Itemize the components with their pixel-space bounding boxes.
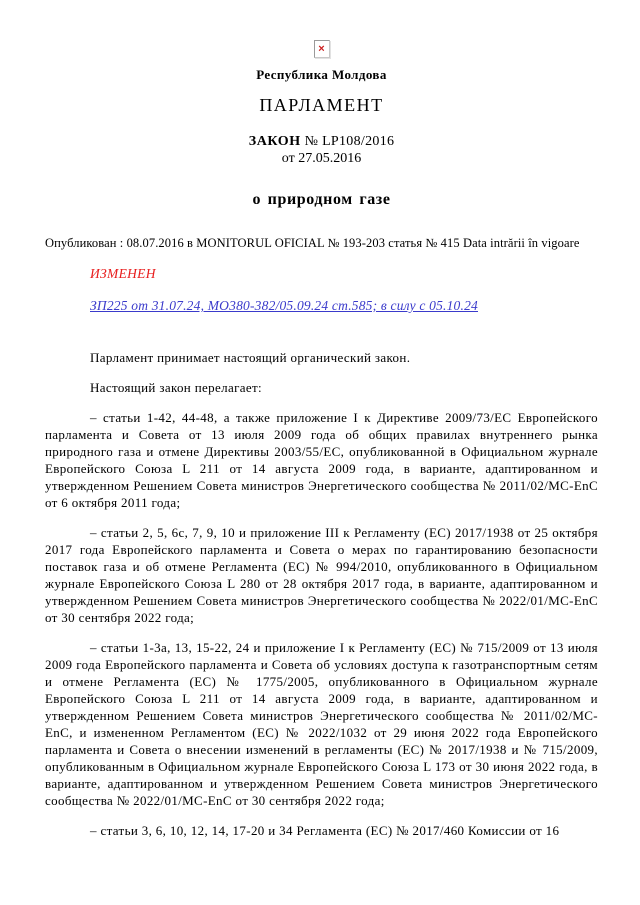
broken-image-x-icon: × [318,43,325,55]
amended-status-label: ИЗМЕНЕН [90,266,156,281]
country-name: Республика Молдова [256,67,387,82]
law-label: ЗАКОН [248,134,301,149]
paragraph: – статьи 1-3а, 13, 15-22, 24 и приложение I к Регламенту (ЕС) № 715/2009 от 13 июля 2009 года Европейского парламента и Совета об условиях доступа к газотранспортным сетям и отмене Регламента (ЕС) № 1775/2005, опубликованного в Официальном журнале Европейского Союза L 211 от 14 августа 2009 года, в варианте, адаптированном и утвержденном Решением Совета министров Энергетического сообщества № 2011/02/MC-EnC, и измененном Регламентом (ЕС) № 2022/1032 от 29 июня 2022 года Европейского парламента и Совета о внесении изменений в регламенты (ЕС) № 2017/1938 и № 715/2009, опубликованным в Официальном журнале Европейского Союза L 173 от 30 июня 2022 года, в варианте, адаптированном и утвержденном Решением Совета министров Энергетического сообщества № 2022/01/MC-EnC от 30 сентября 2022 года; [45,640,598,808]
document-header [45,40,598,209]
broken-image-icon [314,40,330,58]
institution-title: ПАРЛАМЕНТ [259,95,384,115]
publication-info: Опубликован : 08.07.2016 в MONITORUL OFICIAL № 193-203 статья № 415 Data intrării în vigoare [45,236,580,250]
body-paragraphs [45,349,598,839]
amendment-link[interactable]: ЗП225 от 31.07.24, МО380-382/05.09.24 ст.585; в силу с 05.10.24 [90,298,478,313]
amendment-link-row [90,297,598,315]
paragraph: – статьи 1-42, 44-48, а также приложение I к Директиве 2009/73/ЕС Европейского парламента и Совета от 13 июля 2009 года об общих правилах внутреннего рынка природного газа и отмене Директивы 2003/55/ЕС, опубликованной в Официальном журнале Европейского Союза L 211 от 14 августа 2009 года, в варианте, адаптированном и утвержденном Решением Совета министров Энергетического сообщества № 2011/02/MC-EnC от 6 октября 2011 года; [45,410,598,510]
law-number: № LP108/2016 [304,134,395,149]
paragraph: Парламент принимает настоящий органический закон. [90,350,411,365]
document-title: о природном газе [252,191,391,208]
paragraph: – статьи 3, 6, 10, 12, 14, 17-20 и 34 Регламента (ЕС) № 2017/460 Комиссии от 16 [90,823,560,838]
law-date: от 27.05.2016 [281,151,362,166]
law-number-line [45,134,598,150]
paragraph: Настоящий закон перелагает: [90,380,262,395]
paragraph: – статьи 2, 5, 6с, 7, 9, 10 и приложение III к Регламенту (ЕС) 2017/1938 от 25 октября 2017 года Европейского парламента и Совета о мерах по гарантированию безопасности поставок газа и об отмене Регламента (ЕС) № 994/2010, опубликованного в Официальном журнале Европейского Союза L 280 от 28 октября 2017 года, в варианте, адаптированном и утвержденном Решением Совета министров Энергетического сообщества № 2022/01/MC-EnC от 30 сентября 2022 года; [45,525,598,625]
